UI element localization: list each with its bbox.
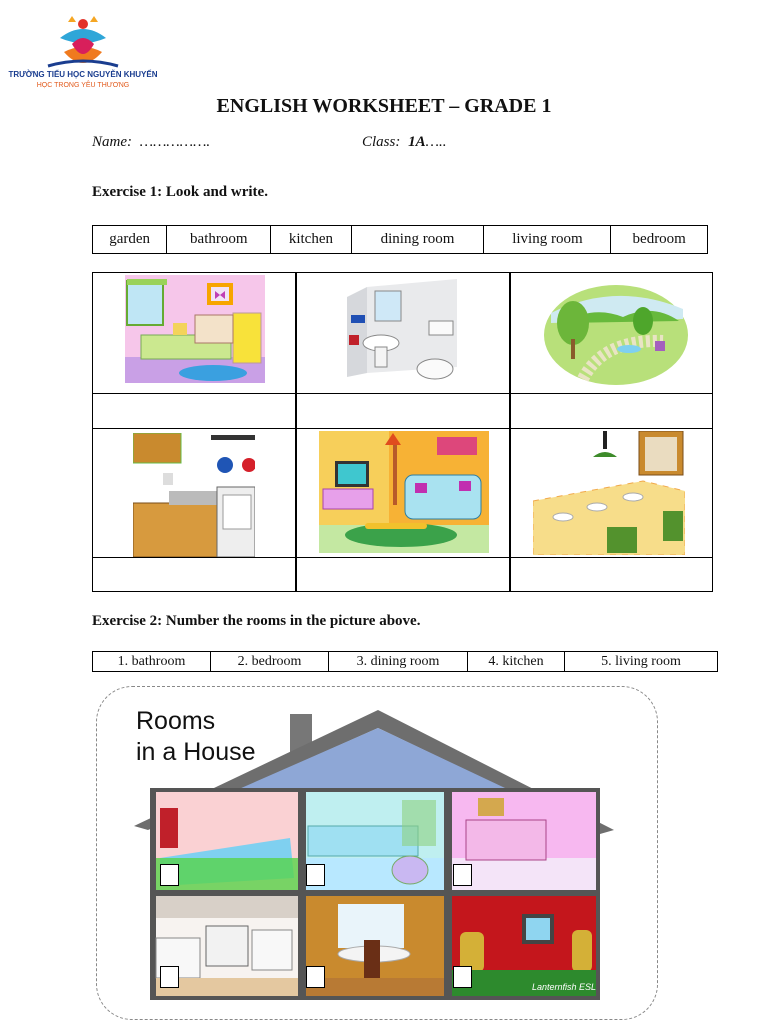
living-room-picture <box>319 431 489 553</box>
picture-cell <box>510 428 713 558</box>
illustration-credit: Lanternfish ESL <box>532 982 597 992</box>
class-label: Class: <box>362 134 401 150</box>
picture-cell <box>92 272 296 394</box>
logo-slogan: HỌC TRONG YÊU THƯƠNG <box>36 82 130 89</box>
bathroom-picture <box>337 277 473 387</box>
picture-cell <box>510 272 713 394</box>
word-bank-item: bedroom <box>611 226 708 254</box>
word-bank-item: 1. bathroom <box>93 652 211 672</box>
name-field[interactable] <box>92 134 210 151</box>
room-number-box[interactable] <box>160 864 179 886</box>
class-dots: ….. <box>425 134 447 150</box>
house-illustration <box>130 708 616 1000</box>
dining-room-picture <box>533 431 685 555</box>
worksheet-title: ENGLISH WORKSHEET – GRADE 1 <box>216 95 552 117</box>
poster-title-line1: Rooms <box>136 707 216 735</box>
word-bank-item: 4. kitchen <box>468 652 565 672</box>
exercise2-title: Exercise 2: Number the rooms in the picture above. <box>92 613 421 629</box>
kitchen-picture <box>133 433 255 557</box>
exercise2-word-bank <box>92 651 718 672</box>
class-value: 1A <box>408 134 426 150</box>
exercise1-title: Exercise 1: Look and write. <box>92 184 268 200</box>
answer-cell[interactable] <box>510 557 713 592</box>
answer-cell[interactable] <box>296 557 510 592</box>
room-number-box[interactable] <box>306 966 325 988</box>
word-bank-item: 3. dining room <box>329 652 468 672</box>
name-label: Name: <box>92 134 132 150</box>
logo-school-name: TRƯỜNG TIỂU HỌC NGUYỄN KHUYẾN <box>8 70 158 79</box>
answer-cell[interactable] <box>296 393 510 429</box>
room-number-box[interactable] <box>453 864 472 886</box>
picture-cell <box>296 428 510 558</box>
answer-cell[interactable] <box>92 557 296 592</box>
exercise1-picture-grid <box>92 272 713 592</box>
room-number-box[interactable] <box>453 966 472 988</box>
answer-cell[interactable] <box>510 393 713 429</box>
class-field[interactable] <box>362 134 446 151</box>
exercise1-word-bank <box>92 225 708 254</box>
word-bank-item: garden <box>93 226 167 254</box>
word-bank-item: dining room <box>351 226 484 254</box>
bedroom-picture <box>125 275 265 383</box>
name-dots: ……………. <box>139 134 211 150</box>
word-bank-item: kitchen <box>271 226 351 254</box>
poster-title-line2: in a House <box>136 738 256 766</box>
room-number-box[interactable] <box>160 966 179 988</box>
garden-picture <box>543 279 689 387</box>
answer-cell[interactable] <box>92 393 296 429</box>
word-bank-item: living room <box>484 226 611 254</box>
room-number-box[interactable] <box>306 864 325 886</box>
picture-cell <box>92 428 296 558</box>
word-bank-item: bathroom <box>167 226 271 254</box>
picture-cell <box>296 272 510 394</box>
word-bank-item: 5. living room <box>565 652 718 672</box>
word-bank-item: 2. bedroom <box>211 652 329 672</box>
